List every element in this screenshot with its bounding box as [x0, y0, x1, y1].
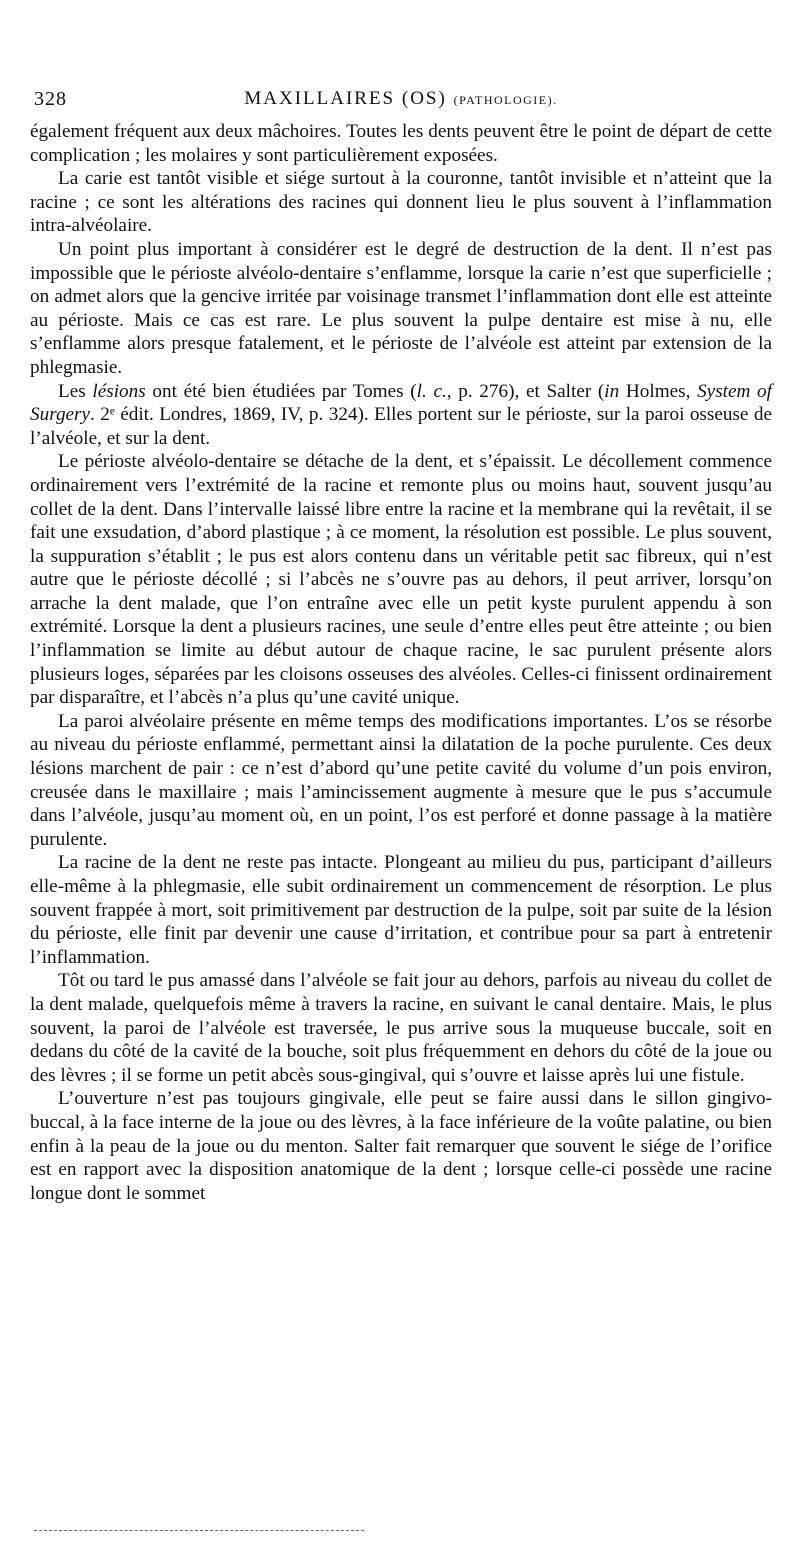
- paragraph: [30, 1087, 772, 1205]
- text-run: Les: [58, 380, 93, 402]
- text-run: ont été bien étudiées par Tomes (: [145, 380, 417, 402]
- text-run: Tôt ou tard le pus amassé dans l’alvéole se fait jour au dehors, parfois au niveau du collet de la dent malade, quelquefois même à travers la racine, en suivant le canal dentaire. Mais, le plus souvent, la paroi de l’alvéole est traversée, le pus arrive sous la muqueuse buccale, soit en dedans du côté de la cavité de la bouche, soit plus fréquemment en dehors du côté de la joue ou des lèvres ; il se forme un petit abcès sous-gingival, qui s’ouvre et laisse après lui une fistule.: [30, 970, 772, 1086]
- italic-text: System of Surgery: [30, 380, 772, 426]
- text-run: Le périoste alvéolo-dentaire se détache de la dent, et s’épaissit. Le décollement commence ordinairement vers l’extrémité de la racine et remonte plus ou moins haut, souvent jusqu’au collet de la dent. Dans l’intervalle laissé libre entre la racine et la membrane qui la revêtait, il se fait une exsudation, d’abord plastique ; à ce moment, la résolution est possible. Le plus souvent, la suppuration s’établit ; le pus est alors contenu dans un véritable petit sac fibreux, qui n’est autre que le périoste décollé ; si l’abcès ne s’ouvre pas au dehors, il peut arriver, lorsqu’on arrache la dent malade, que l’on entraîne avec elle un petit kyste purulent appendu à son extrémité. Lorsque la dent a plusieurs racines, une seule d’entre elles peut être atteinte ; ou bien l’inflammation se limite au début autour de chaque racine, le sac purulent présente alors plusieurs loges, séparées par les cloisons osseuses des alvéoles. Celles-ci finissent ordinairement par disparaître, et l’abcès n’a plus qu’une cavité unique.: [30, 451, 772, 709]
- text-run: Un point plus important à considérer est le degré de destruction de la dent. Il n’est pas impossible que le périoste alvéolo-dentaire s’enflamme, lorsque la carie n’est que superficielle ; on admet alors que la gencive irritée par voisinage transmet l’inflammation dont elle est atteinte au périoste. Mais ce cas est rare. Le plus souvent la pulpe dentaire est mise à nu, elle s’enflamme alors presque fatalement, et le périoste de l’alvéole est atteint par extension de la phlegmasie.: [30, 238, 772, 378]
- paragraph: [30, 851, 772, 969]
- paragraph: [30, 167, 772, 238]
- paragraph: [30, 710, 772, 852]
- paragraph: [30, 969, 772, 1087]
- page-header: [30, 82, 772, 116]
- italic-text: lésions: [92, 380, 146, 402]
- page-number: 328: [34, 88, 67, 110]
- body-text: [30, 120, 772, 1205]
- paragraph-continuation: [30, 120, 772, 167]
- text-run: La paroi alvéolaire présente en même temps des modifications importantes. L’os se résorbe au niveau du périoste enflammé, permettant ainsi la dilatation de la poche purulente. Ces deux lésions marchent de pair : ce n’est d’abord qu’une petite cavité du volume d’un pois environ, creusée dans le maxillaire ; mais l’amincissement augmente à mesure que le pus s’accumule dans l’alvéole, jusqu’au moment où, en un point, l’os est perforé et donne passage à la matière purulente.: [30, 710, 772, 850]
- text-run: , p. 276), et Salter (: [446, 380, 605, 402]
- paragraph: [30, 380, 772, 451]
- text-run: également fréquent aux deux mâchoires. Toutes les dents peuvent être le point de départ de cette complication ; les molaires y sont particulièrement exposées.: [30, 121, 772, 166]
- footer-rule: [34, 1530, 364, 1531]
- text-run: . 2ᵉ édit. Londres, 1869, IV, p. 324). Elles portent sur le périoste, sur la paroi osseuse de l’alvéole, et sur la dent.: [30, 404, 772, 449]
- text-run: La racine de la dent ne reste pas intacte. Plongeant au milieu du pus, participant d’ailleurs elle-même à la phlegmasie, elle subit ordinairement un commencement de résorption. Le plus souvent frappée à mort, soit primitivement par destruction de la pulpe, soit par suite de la lésion du périoste, elle finit par devenir une cause d’irritation, et contribue pour sa part à entretenir l’inflammation.: [30, 852, 772, 968]
- italic-text: in: [604, 380, 620, 402]
- text-run: La carie est tantôt visible et siége surtout à la couronne, tantôt invisible et n’atteint que la racine ; ce sont les altérations des racines qui donnent lieu le plus souvent à l’inflammation intra-alvéolaire.: [30, 168, 772, 237]
- running-title-main: MAXILLAIRES (OS): [244, 88, 454, 109]
- running-title-sub: (PATHOLOGIE).: [453, 93, 558, 107]
- text-run: Holmes,: [619, 380, 698, 402]
- text-run: L’ouverture n’est pas toujours gingivale, elle peut se faire aussi dans le sillon gingivo-buccal, à la face interne de la joue ou des lèvres, à la face inférieure de la voûte palatine, ou bien enfin à la peau de la joue ou du menton. Salter fait remarquer que souvent le siége de l’orifice est en rapport avec la disposition anatomique de la dent ; lorsque celle-ci possède une racine longue dont le sommet: [30, 1088, 772, 1204]
- document-page: [30, 82, 772, 1205]
- paragraph: [30, 238, 772, 380]
- running-title: [30, 88, 772, 110]
- italic-text: l. c.: [416, 380, 447, 402]
- paragraph: [30, 450, 772, 710]
